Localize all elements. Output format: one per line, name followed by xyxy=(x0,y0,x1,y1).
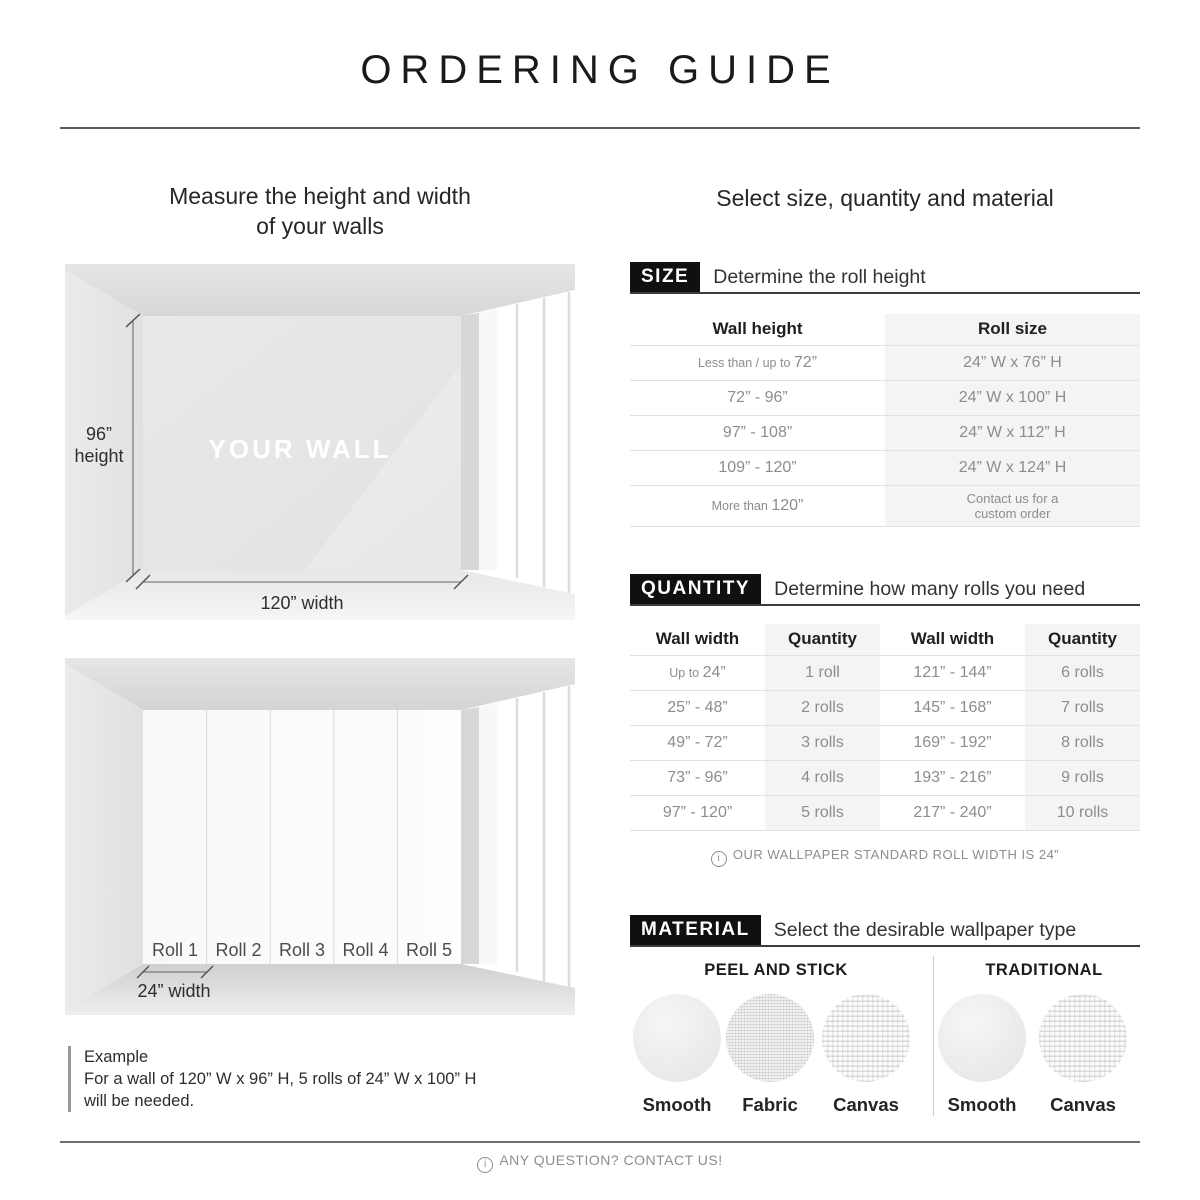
wall-height-prefix: Less than / up to xyxy=(697,356,794,370)
page-title: ORDERING GUIDE xyxy=(360,48,840,92)
swatch-label: Fabric xyxy=(742,1094,798,1115)
window-frame-post xyxy=(479,703,497,965)
left-heading-line1: Measure the height and width xyxy=(169,183,471,209)
col-header-wall-width: Wall width xyxy=(655,629,740,648)
window-return-wall xyxy=(461,707,479,964)
quantity-cell: 10 rolls xyxy=(1025,796,1140,831)
example-line1: For a wall of 120” W x 96” H, 5 rolls of 24” W x 100” H xyxy=(84,1070,477,1088)
wall-width-cell xyxy=(630,726,765,761)
roll-size-cell xyxy=(885,486,1140,527)
custom-order-line2: custom order xyxy=(974,506,1051,521)
wall-height-cell xyxy=(630,381,885,416)
wall-height-value: 109” - 120” xyxy=(718,459,797,476)
quantity-table-row xyxy=(630,761,1140,796)
swatch-smooth xyxy=(938,994,1026,1082)
quantity-cell: 7 rolls xyxy=(1025,691,1140,726)
wall-height-value: 72” - 96” xyxy=(727,389,788,406)
roll-size-cell: 24” W x 100” H xyxy=(885,381,1140,416)
roll-label: Roll 2 xyxy=(215,940,262,960)
roll-label: Roll 3 xyxy=(278,940,326,960)
size-subtitle: Determine the roll height xyxy=(713,265,926,288)
room-illustration-rolls xyxy=(65,658,575,1015)
quantity-table-row xyxy=(630,656,1140,691)
wall-height-value: 96” xyxy=(85,424,113,444)
wall-width-cell xyxy=(630,761,765,796)
title-divider xyxy=(60,127,1140,129)
col-header-roll-size: Roll size xyxy=(885,314,1140,346)
quantity-cell: 5 rolls xyxy=(765,796,880,831)
quantity-table-row xyxy=(630,691,1140,726)
example-line2: will be needed. xyxy=(84,1092,195,1110)
quantity-table-row xyxy=(630,726,1140,761)
your-wall-label: YOUR WALL xyxy=(208,434,392,464)
footer-divider xyxy=(60,1141,1140,1143)
size-badge: SIZE xyxy=(630,262,700,292)
standard-roll-width-note xyxy=(630,847,1140,867)
wallpaper-panels xyxy=(143,710,461,964)
wall-width-cell: 169” - 192” xyxy=(880,726,1025,761)
quantity-table xyxy=(630,624,1140,831)
wall-width-value: 97” - 120” xyxy=(662,804,733,821)
wall-width-cell xyxy=(630,691,765,726)
left-heading-line2: of your walls xyxy=(256,213,384,239)
example-title: Example xyxy=(84,1048,149,1066)
material-group-divider xyxy=(933,956,934,1116)
col-header-quantity: Quantity xyxy=(1025,624,1140,656)
wall-width-cell: 193” - 216” xyxy=(880,761,1025,796)
roll-label: Roll 1 xyxy=(151,940,199,960)
roll-label: Roll 5 xyxy=(405,940,453,960)
window-frame-post xyxy=(479,309,497,571)
quantity-table-row xyxy=(630,796,1140,831)
wall-width-value: 73” - 96” xyxy=(667,769,728,786)
swatch-smooth xyxy=(633,994,721,1082)
wall-height-cell xyxy=(630,346,885,381)
contact-note xyxy=(0,1152,1200,1173)
info-icon xyxy=(711,851,727,867)
size-table-header-row xyxy=(630,314,1140,346)
wall-height-cell xyxy=(630,416,885,451)
wall-width-cell: 217” - 240” xyxy=(880,796,1025,831)
quantity-cell: 8 rolls xyxy=(1025,726,1140,761)
custom-order-line1: Contact us for a xyxy=(966,491,1059,506)
material-group-label-peel-and-stick: PEEL AND STICK xyxy=(704,961,848,979)
col-header-wall-width: Wall width xyxy=(910,629,995,648)
roll-size-cell: 24” W x 124” H xyxy=(885,451,1140,486)
swatch-label: Canvas xyxy=(1050,1094,1116,1115)
wall-height-value: 72” xyxy=(793,354,818,371)
wall-height-prefix: More than xyxy=(711,499,772,513)
quantity-table-header-row xyxy=(630,624,1140,656)
wall-width-cell: 121” - 144” xyxy=(880,656,1025,691)
size-table-row xyxy=(630,416,1140,451)
contact-note-text: ANY QUESTION? CONTACT US! xyxy=(499,1152,723,1168)
wall-height-cell xyxy=(630,451,885,486)
swatch-canvas xyxy=(1039,994,1127,1082)
quantity-cell: 9 rolls xyxy=(1025,761,1140,796)
roll-label: Roll 4 xyxy=(342,940,389,960)
size-table-row xyxy=(630,486,1140,527)
info-icon xyxy=(477,1157,493,1173)
size-table-row xyxy=(630,346,1140,381)
window-panes xyxy=(497,291,575,598)
wall-height-word: height xyxy=(74,446,124,466)
left-wall xyxy=(65,664,143,1010)
roll-width-label: 24” width xyxy=(137,981,211,1001)
swatch-fabric xyxy=(726,994,814,1082)
quantity-cell: 3 rolls xyxy=(765,726,880,761)
material-section-header xyxy=(630,915,1140,947)
material-group-label-traditional: TRADITIONAL xyxy=(985,961,1103,979)
wall-height-value: 97” - 108” xyxy=(722,424,793,441)
size-table xyxy=(630,314,1140,527)
ceiling xyxy=(65,264,575,316)
roll-size-cell: 24” W x 76” H xyxy=(885,346,1140,381)
size-section-header xyxy=(630,262,1140,294)
quantity-cell: 4 rolls xyxy=(765,761,880,796)
wall-height-cell xyxy=(630,486,885,527)
wall-width-cell xyxy=(630,656,765,691)
quantity-cell: 2 rolls xyxy=(765,691,880,726)
size-table-row xyxy=(630,381,1140,416)
size-table-row xyxy=(630,451,1140,486)
quantity-cell: 6 rolls xyxy=(1025,656,1140,691)
wall-width-cell xyxy=(630,796,765,831)
material-badge: MATERIAL xyxy=(630,915,761,945)
quantity-section-header xyxy=(630,574,1140,606)
standard-roll-width-note-text: OUR WALLPAPER STANDARD ROLL WIDTH IS 24” xyxy=(732,847,1060,862)
wall-width-cell: 145” - 168” xyxy=(880,691,1025,726)
wall-width-value: 49” - 72” xyxy=(667,734,728,751)
material-subtitle: Select the desirable wallpaper type xyxy=(773,918,1077,941)
swatch-label: Smooth xyxy=(947,1094,1017,1115)
swatch-label: Canvas xyxy=(833,1094,899,1115)
swatch-canvas xyxy=(822,994,910,1082)
right-column-heading: Select size, quantity and material xyxy=(716,185,1054,211)
example-block xyxy=(68,1046,476,1112)
col-header-wall-height: Wall height xyxy=(712,319,803,338)
col-header-quantity: Quantity xyxy=(765,624,880,656)
left-column-heading xyxy=(65,181,575,241)
wall-height-value: 120” xyxy=(771,497,804,514)
quantity-badge: QUANTITY xyxy=(630,574,761,604)
wall-width-prefix: Up to xyxy=(669,666,703,680)
roll-size-cell: 24” W x 112” H xyxy=(885,416,1140,451)
wall-width-value: 25” - 48” xyxy=(667,699,728,716)
wall-width-value: 24” xyxy=(702,664,726,681)
wall-width-label: 120” width xyxy=(260,593,344,613)
swatch-label: Smooth xyxy=(642,1094,712,1115)
window-panes xyxy=(497,685,575,992)
ceiling xyxy=(65,658,575,710)
window-return-wall xyxy=(461,313,479,570)
quantity-subtitle: Determine how many rolls you need xyxy=(774,577,1086,600)
quantity-cell: 1 roll xyxy=(765,656,880,691)
room-illustration-your-wall xyxy=(65,264,575,620)
